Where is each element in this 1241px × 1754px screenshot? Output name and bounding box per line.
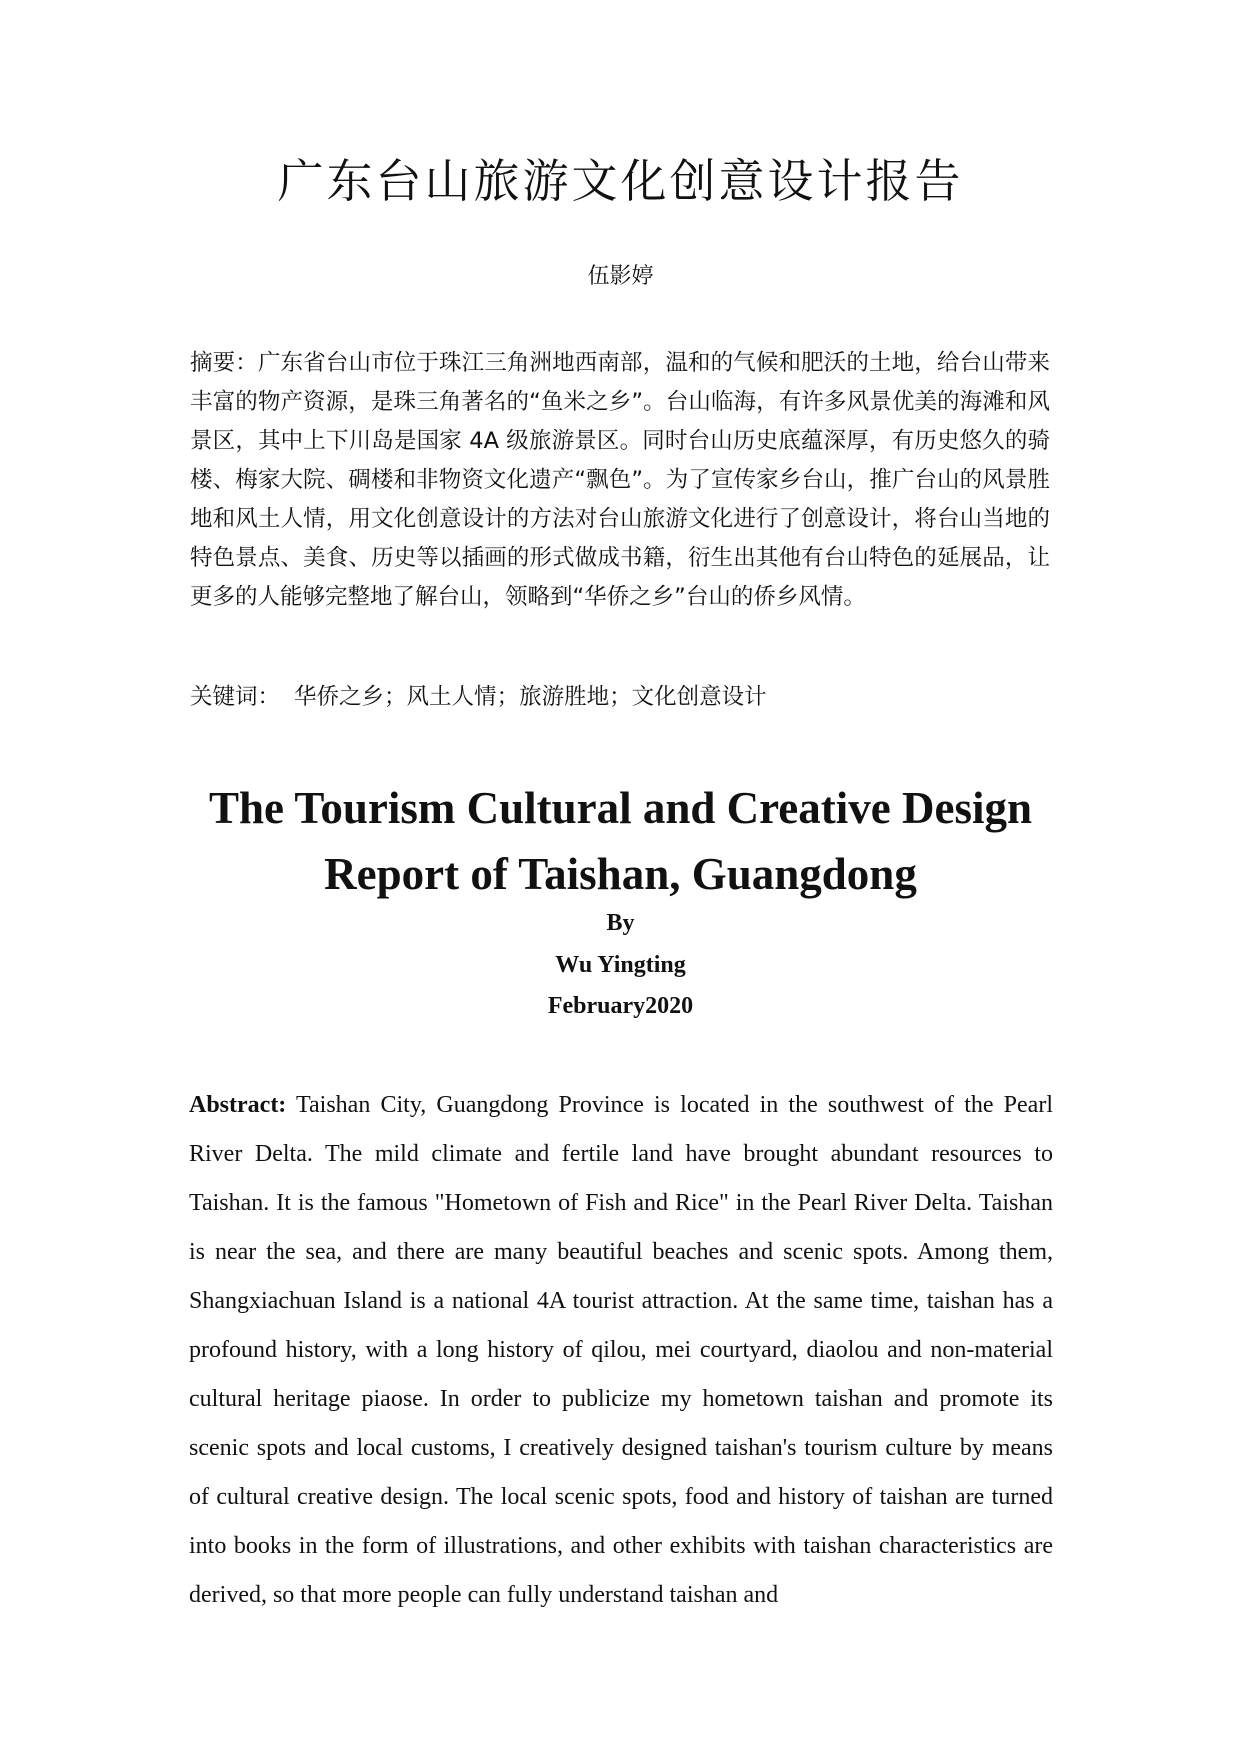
keyword-item: 旅游胜地 ； [519,684,632,710]
keyword-item: 华侨之乡 ； [294,684,407,710]
english-title: The Tourism Cultural and Creative Design Report of Taishan, Guangdong [208,783,1032,899]
chinese-keywords [190,678,1050,717]
chinese-title: 广东台山旅游文化创意设计报告 [277,154,964,208]
chinese-abstract [190,344,1050,617]
english-abstract-label: Abstract: [189,1092,287,1118]
chinese-keywords-label: 关键词： [190,684,281,710]
keyword-item: 风土人情 ； [407,684,520,710]
english-date: February2020 [547,993,694,1019]
chinese-author: 伍影婷 [587,264,654,289]
chinese-abstract-label: 摘要： [190,350,258,376]
english-author: Wu Yingting [555,952,686,978]
english-abstract [189,1081,1053,1620]
chinese-abstract-text: 广东省台山市位于珠江三角洲地西南部，温和的气候和肥沃的土地，给台山带来丰富的物产资源，是珠三角著名的“鱼米之乡”。台山临海，有许多风景优美的海滩和风景区，其中上下川岛是国家 4A 级旅游景区。同时台山历史底蕴深厚，有历史悠久的骑楼、梅家大院、碉楼和非物资文化遗产“飘色”。为了宣传家乡台山，推广台山的风景胜地和风土人情，用文化创意设计的方法对台山旅游文化进行了创意设计，将台山当地的特色景点、美食、历史等以插画的形式做成书籍，衍生出其他有台山特色的延展品，让更多的人能够完整地了解台山，领略到“华侨之乡”台山的侨乡风情。 [190,350,1050,610]
english-by-line: By [606,910,635,936]
keyword-item: 文化创意设计 [631,684,767,710]
english-abstract-text: Taishan City, Guangdong Province is located in the southwest of the Pearl River Delta. The mild climate and fertile land have brought abundant resources to Taishan. It is the famous "Hometown of Fish and Rice" in the Pearl River Delta. Taishan is near the sea, and there are many beautiful beaches and scenic spots. Among them, Shangxiachuan Island is a national 4A tourist attraction. At the same time, taishan has a profound history, with a long history of qilou, mei courtyard, diaolou and non-material cultural heritage piaose. In order to publicize my hometown taishan and promote its scenic spots and local customs, I creatively designed taishan's tourism culture by means of cultural creative design. The local scenic spots, food and history of taishan are turned into books in the form of illustrations, and other exhibits with taishan characteristics are derived, so that more people can fully understand taishan and [189,1092,1053,1608]
